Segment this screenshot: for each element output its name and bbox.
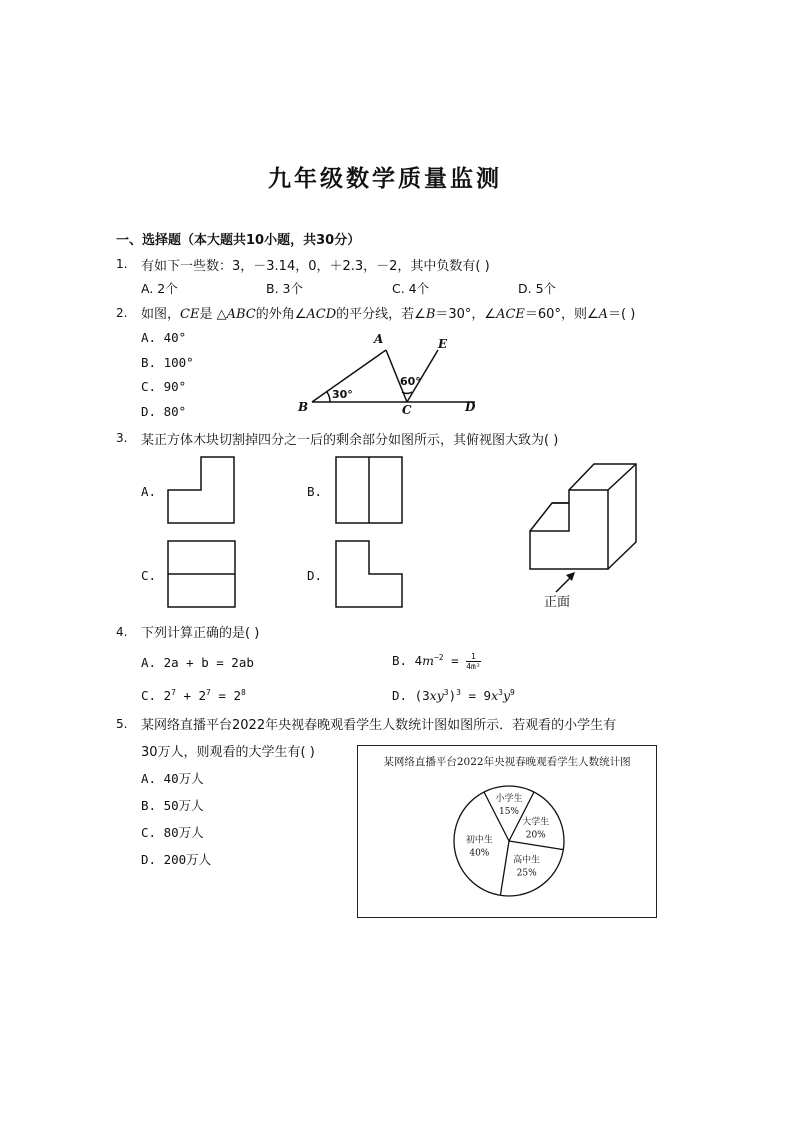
q1-text: 有如下一些数：3，－3.14，0，＋2.3，－2，其中负数有( ): [141, 259, 490, 274]
section-heading-mid: 小题，共: [264, 233, 317, 248]
q2-text-d: 的平分线，若∠: [336, 307, 426, 322]
q5-line2: 30万人，则观看的大学生有( ): [141, 745, 315, 760]
pie-label-1: 大学生: [522, 817, 550, 828]
q1-option-d[interactable]: D. 5个: [518, 281, 557, 296]
pie-label-2: 高中生: [513, 855, 541, 866]
q2-ce: CE: [180, 307, 200, 322]
point-e-label: E: [438, 337, 448, 351]
q2-text-e: ＝30°，∠: [435, 307, 497, 322]
q4-c-mid: + 2: [175, 688, 207, 704]
point-b-label: B: [298, 400, 309, 414]
q4-option-b[interactable]: [392, 652, 481, 671]
section-points: 30: [316, 233, 335, 248]
q2-a: A: [598, 307, 608, 322]
q3-option-b[interactable]: B.: [307, 484, 323, 499]
pie-chart-title: 某网络直播平台2022年央视春晚观看学生人数统计图: [383, 756, 631, 768]
q4-d-e3: 3: [498, 688, 503, 697]
q4-b-prefix: B. 4: [392, 653, 423, 668]
page-title: 九年级数学质量监测: [268, 165, 502, 192]
q4-d-e1: 3: [443, 688, 449, 697]
q1-option-a[interactable]: A. 2个: [141, 281, 178, 296]
q2-b: B: [425, 307, 436, 322]
pie-value-0: 15%: [498, 807, 520, 817]
q4-d-e2: 3: [456, 688, 461, 697]
q2-text-c: 的外角∠: [255, 307, 307, 322]
q4-number: 4.: [116, 625, 128, 639]
q2-abc: ABC: [226, 307, 256, 322]
q4-text: 下列计算正确的是( ): [141, 626, 260, 641]
q4-d-x: x: [491, 688, 499, 704]
q5-option-d[interactable]: D. 200万人: [141, 852, 212, 867]
q4-c-prefix: C. 2: [141, 688, 172, 704]
q4-d-y: y: [502, 688, 511, 704]
point-c-label: C: [402, 403, 412, 417]
pie-label-3: 初中生: [465, 835, 493, 846]
q4-b-exp: −2: [433, 652, 444, 662]
angle-b-label: 30°: [332, 388, 353, 401]
q4-c-eq: = 2: [210, 688, 241, 704]
q4-d-eq: = 9: [460, 688, 492, 704]
angle-ace-label: 60°: [400, 375, 421, 388]
pie-label-0: 小学生: [495, 794, 523, 804]
q1-option-c[interactable]: C. 4个: [392, 281, 430, 296]
q4-option-c[interactable]: [141, 688, 246, 703]
q3-option-d[interactable]: D.: [307, 568, 323, 583]
q4-option-a[interactable]: A. 2a + b = 2ab: [141, 655, 254, 670]
q2-text-a: 如图，: [141, 307, 181, 322]
q2-option-a[interactable]: A. 40°: [141, 330, 187, 345]
q4-d-xy: xy: [429, 688, 444, 704]
q4-b-numerator: 1: [466, 652, 480, 662]
q5-line1: 某网络直播平台2022年央视春晚观看学生人数统计图如图所示．若观看的小学生有: [141, 718, 617, 733]
q4-option-d[interactable]: [392, 688, 515, 703]
pie-value-1: 20%: [525, 830, 546, 841]
q4-c-e1: 7: [171, 688, 176, 697]
q4-b-fraction: [466, 652, 480, 671]
q4-b-eq: =: [443, 653, 467, 668]
pie-value-2: 25%: [516, 868, 537, 879]
q3-option-a[interactable]: A.: [141, 484, 157, 499]
pie-chart: [357, 745, 657, 918]
q3-option-c[interactable]: C.: [141, 568, 157, 583]
q3-solid: [530, 464, 636, 569]
point-a-label: A: [374, 332, 384, 346]
q2-text-b: 是 △: [199, 307, 227, 322]
section-heading-start: 一、选择题（本大题共: [116, 233, 247, 248]
q4-c-e2: 7: [206, 688, 211, 697]
section-question-count: 10: [246, 233, 265, 248]
q3-number: 3.: [116, 431, 128, 445]
q4-d-e4: 9: [510, 688, 515, 697]
q2-number: 2.: [116, 306, 128, 320]
point-d-label: D: [465, 400, 476, 414]
q4-d-mid: ): [448, 688, 457, 704]
front-label: 正面: [544, 595, 571, 610]
q5-option-a[interactable]: A. 40万人: [141, 771, 204, 786]
q2-option-c[interactable]: C. 90°: [141, 379, 187, 394]
q2-ace: ACE: [496, 307, 525, 322]
q1-number: 1.: [116, 257, 128, 271]
q5-number: 5.: [116, 717, 128, 731]
q5-option-b[interactable]: B. 50万人: [141, 798, 204, 813]
q2-option-d[interactable]: D. 80°: [141, 404, 187, 419]
q2-acd: ACD: [306, 307, 337, 322]
pie-value-3: 40%: [469, 848, 490, 859]
q2-text-g: ＝( ): [608, 307, 636, 322]
q4-c-e3: 8: [240, 688, 246, 697]
q3-shape-d: [336, 541, 402, 607]
section-heading-end: 分）: [334, 233, 361, 248]
q5-option-c[interactable]: C. 80万人: [141, 825, 204, 840]
q3-text: 某正方体木块切割掉四分之一后的剩余部分如图所示，其俯视图大致为( ): [141, 433, 559, 448]
q2-text-f: ＝60°，则∠: [524, 307, 599, 322]
q2-option-b[interactable]: B. 100°: [141, 355, 194, 370]
q4-d-prefix: D. (3: [392, 688, 430, 704]
q4-b-m: m: [422, 653, 434, 668]
q1-option-b[interactable]: B. 3个: [266, 281, 303, 296]
q4-b-denominator: 4m²: [466, 662, 481, 671]
q3-shape-a: [168, 457, 234, 523]
